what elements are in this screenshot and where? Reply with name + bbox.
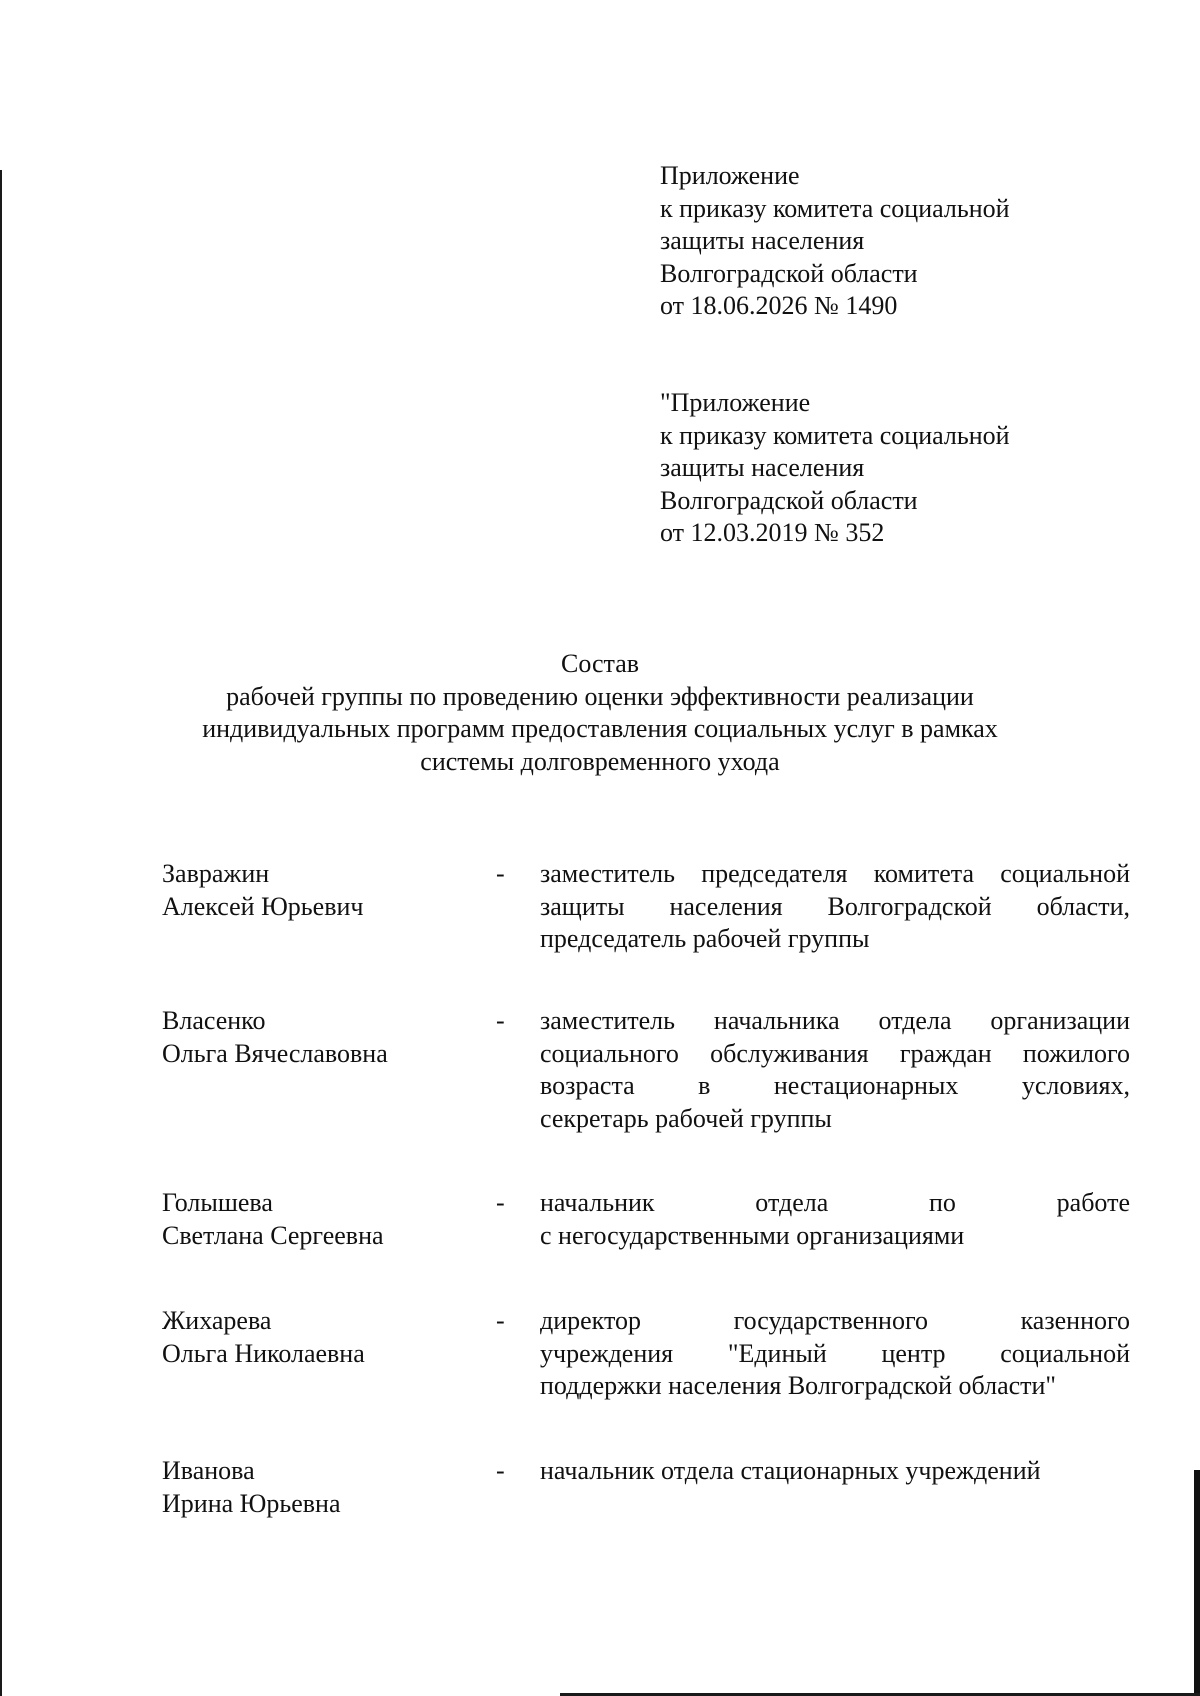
header-line: к приказу комитета социальной xyxy=(660,420,1010,450)
member-dash: - xyxy=(496,1188,505,1217)
header-line: Волгоградской области xyxy=(660,258,918,288)
member-given-name: Светлана Сергеевна xyxy=(162,1220,384,1250)
role-line: начальник отдела стационарных учреждений xyxy=(540,1456,1041,1485)
member-role xyxy=(540,1005,1130,1135)
scan-edge-left xyxy=(0,170,2,1696)
member-surname: Власенко xyxy=(162,1006,266,1035)
role-line: возраста в нестационарных условиях, xyxy=(540,1071,1130,1100)
role-line: защиты населения Волгоградской области, xyxy=(540,891,1130,921)
member-name xyxy=(162,1005,482,1070)
member-given-name: Ирина Юрьевна xyxy=(162,1488,341,1518)
header-line: "Приложение xyxy=(660,388,811,417)
header-order-date: от 12.03.2019 № 352 xyxy=(660,518,885,547)
title-line: Состав xyxy=(560,649,640,678)
role-line: заместитель начальника отдела организации xyxy=(540,1006,1130,1035)
header-line: Волгоградской области xyxy=(660,485,918,515)
role-line: начальник отдела по работе xyxy=(540,1188,1130,1217)
header-line: защиты населения xyxy=(660,453,865,482)
scan-edge-right xyxy=(1194,1470,1200,1696)
member-role xyxy=(540,1187,1130,1252)
member-dash: - xyxy=(496,859,505,888)
role-line: социального обслуживания граждан пожилого xyxy=(540,1038,1130,1068)
member-given-name: Алексей Юрьевич xyxy=(162,891,364,921)
role-line: директор государственного казенного xyxy=(540,1306,1130,1335)
member-role xyxy=(540,858,1130,956)
member-surname: Иванова xyxy=(162,1456,255,1485)
title-line: индивидуальных программ предоставления социальных услуг в рамках xyxy=(202,714,998,743)
member-name xyxy=(162,1455,482,1520)
header-line: Приложение xyxy=(660,161,800,190)
role-line: секретарь рабочей группы xyxy=(540,1103,832,1133)
member-dash: - xyxy=(496,1306,505,1335)
member-surname: Завражин xyxy=(162,859,270,888)
role-line: председатель рабочей группы xyxy=(540,924,870,953)
document-title xyxy=(100,648,1100,778)
member-name xyxy=(162,1187,482,1252)
member-surname: Голышева xyxy=(162,1188,273,1217)
header-line: защиты населения xyxy=(660,226,865,255)
role-line: поддержки населения Волгоградской области" xyxy=(540,1371,1057,1400)
member-dash: - xyxy=(496,1006,505,1035)
header-line: к приказу комитета социальной xyxy=(660,193,1010,223)
appendix-header-current xyxy=(660,160,1010,323)
title-line: рабочей группы по проведению оценки эффективности реализации xyxy=(226,681,974,711)
member-role xyxy=(540,1455,1130,1488)
member-given-name: Ольга Николаевна xyxy=(162,1338,365,1368)
member-dash: - xyxy=(496,1456,505,1485)
role-line: с негосударственными организациями xyxy=(540,1220,965,1250)
role-line: учреждения "Единый центр социальной xyxy=(540,1338,1130,1368)
header-order-date: от 18.06.2026 № 1490 xyxy=(660,291,898,320)
member-given-name: Ольга Вячеславовна xyxy=(162,1038,388,1068)
member-role xyxy=(540,1305,1130,1403)
member-name xyxy=(162,858,482,923)
title-line: системы долговременного ухода xyxy=(420,746,780,776)
member-name xyxy=(162,1305,482,1370)
appendix-header-original xyxy=(660,387,1010,550)
role-line: заместитель председателя комитета социальной xyxy=(540,859,1130,888)
member-surname: Жихарева xyxy=(162,1306,272,1335)
